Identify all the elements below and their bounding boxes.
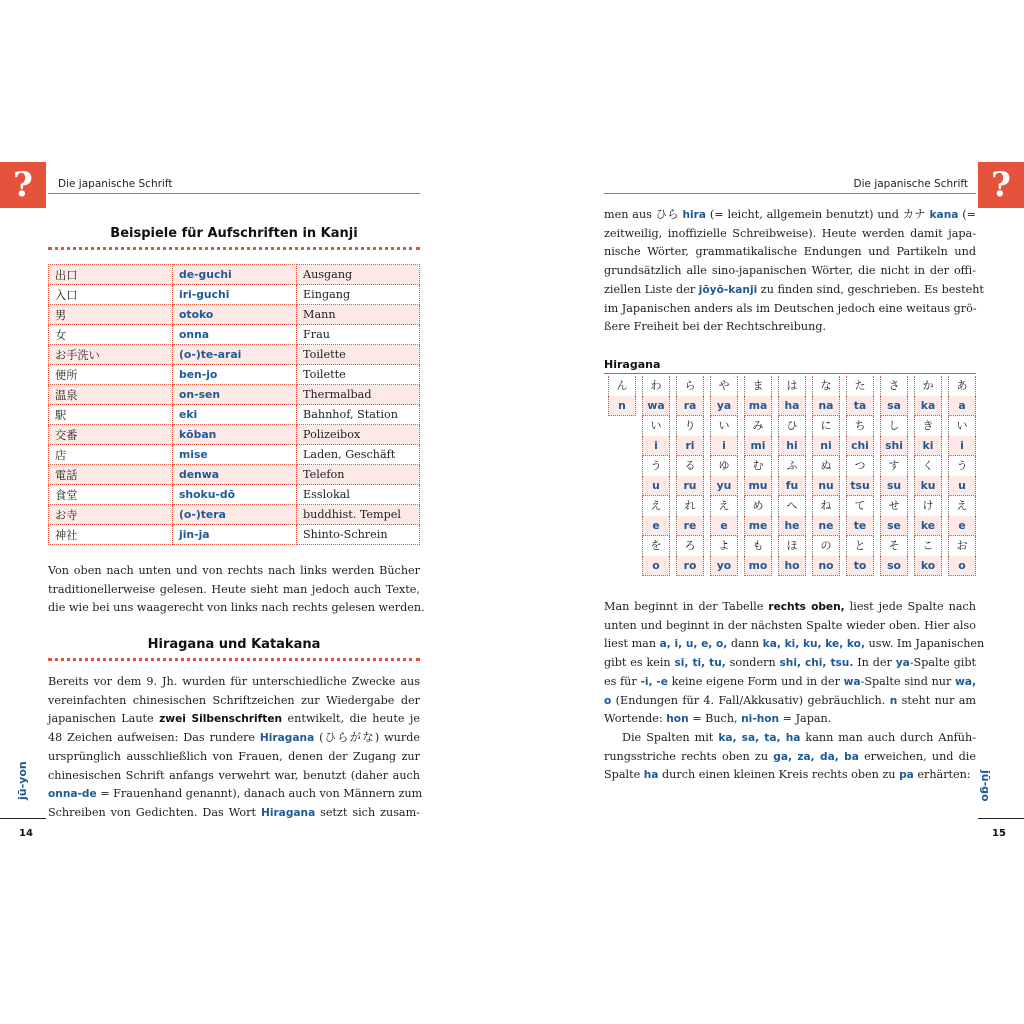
text-line: unten und beginnt in der nächsten Spalte wieder oben. Hier also [604, 618, 976, 632]
kanji-cell: 男 [49, 305, 173, 325]
meaning-cell: Eingang [297, 285, 420, 305]
text: gibt es kein [604, 656, 675, 670]
text: In der [853, 656, 896, 670]
kana-cell: ぬ [812, 456, 840, 476]
romaji-cell: wa [642, 396, 670, 416]
page-number-rule [0, 818, 46, 819]
text: zu finden sind, geschrieben. Es besteht [757, 282, 984, 296]
romaji-cell: me [744, 516, 772, 536]
text-line [604, 598, 976, 617]
kana-cell: ふ [778, 456, 806, 476]
text: (Endungen für 4. Fall/Akkusativ) gebräuchlich. [611, 693, 890, 707]
kana-cell: け [914, 496, 942, 516]
term-joyo-kanji: jōyō-kanji [698, 283, 758, 296]
text: ziellen Liste der [604, 282, 699, 296]
romaji-cell: kōban [173, 425, 297, 445]
table-row [49, 265, 420, 285]
kanji-cell: 電話 [49, 465, 173, 485]
kanji-cell: お手洗い [49, 345, 173, 365]
text: erhärten: [913, 768, 971, 782]
romaji-cell: eki [173, 405, 297, 425]
kana-cell: わ [642, 376, 670, 396]
kana-cell: か [914, 376, 942, 396]
heading-hiragana-katakana: Hiragana und Katakana [147, 637, 321, 652]
table-row [49, 305, 420, 325]
kana-cell: ち [846, 416, 874, 436]
meaning-cell: Laden, Geschäft [297, 445, 420, 465]
question-mark-icon: ? [978, 162, 1024, 208]
meaning-cell: Toilette [297, 345, 420, 365]
term-hiragana: Hiragana [259, 732, 315, 745]
romaji-cell: nu [812, 476, 840, 496]
romaji-cell: ki [914, 436, 942, 456]
kanji-cell: 店 [49, 445, 173, 465]
table-row [49, 505, 420, 525]
table-row [49, 465, 420, 485]
text-line [48, 785, 423, 804]
paragraph-reading-direction [48, 562, 425, 618]
text: liest man [604, 637, 660, 651]
romaji-cell: chi [846, 436, 874, 456]
romaji-cell: i [948, 436, 976, 456]
kana-cell: と [846, 536, 874, 556]
kanji-cell: 女 [49, 325, 173, 345]
side-label-jyu-yon: jū-yon [16, 761, 29, 800]
romaji-cell: ni [812, 436, 840, 456]
text-line [48, 804, 420, 823]
text: kann man auch durch Anfüh- [800, 731, 976, 744]
meaning-cell: Polizeibox [297, 425, 420, 445]
kana-cell: あ [948, 376, 976, 396]
page-number-rule [978, 818, 1024, 819]
dotted-divider [48, 658, 420, 661]
left-header-text: Die japanische Schrift [58, 178, 173, 190]
text: japanischen Laute [48, 712, 160, 726]
text: durch einen kleinen Kreis rechts oben zu [658, 768, 900, 782]
text-line [48, 710, 420, 729]
romaji-cell: mu [744, 476, 772, 496]
term: wa, [955, 675, 976, 688]
paragraph-syllabaries [48, 673, 423, 823]
text-line [604, 710, 976, 729]
romaji-cell: hi [778, 436, 806, 456]
term: ka, sa, ta, ha [718, 732, 801, 744]
text: entwikelt, die heute je [282, 712, 421, 726]
kana-cell: せ [880, 496, 908, 516]
side-label-jyu-go: jū-go [979, 770, 992, 802]
term: ha [643, 769, 659, 782]
meaning-cell: Shinto-Schrein [297, 525, 420, 545]
kana-cell: を [642, 536, 670, 556]
kana-cell: し [880, 416, 908, 436]
romaji-cell: ko [914, 556, 942, 576]
kana-cell: そ [880, 536, 908, 556]
page-number-left: 14 [19, 828, 33, 839]
table-row [49, 385, 420, 405]
kana-cell: ん [608, 376, 636, 396]
text: keine eigene Form und in der [667, 674, 844, 688]
text: rungsstriche rechts oben zu [604, 749, 774, 763]
text-line: zeitweilig, inoffizielle Schreibweise). Heute werden damit japa- [604, 226, 976, 240]
romaji-cell: e [642, 516, 670, 536]
term: pa [899, 769, 914, 782]
romaji-cell: o [642, 556, 670, 576]
text-line [604, 654, 976, 673]
romaji-cell: (o-)te-arai [173, 345, 297, 365]
text: = Japan. [779, 712, 832, 726]
kana-cell: ま [744, 376, 772, 396]
romaji-cell: he [778, 516, 806, 536]
kana-cell: ね [812, 496, 840, 516]
hiragana-table-title: Hiragana [604, 358, 661, 371]
romaji-cell: fu [778, 476, 806, 496]
kana-cell: い [948, 416, 976, 436]
kana-cell: さ [880, 376, 908, 396]
romaji-cell: te [846, 516, 874, 536]
meaning-cell: buddhist. Tempel [297, 505, 420, 525]
text: 48 Zeichen aufweisen: Das rundere [48, 731, 260, 745]
romaji-cell: ben-jo [173, 365, 297, 385]
kana-cell: す [880, 456, 908, 476]
text: = Buch, [688, 712, 742, 726]
term-kana: kana [929, 209, 959, 221]
left-running-header [48, 172, 420, 194]
romaji-cell: ke [914, 516, 942, 536]
meaning-cell: Esslokal [297, 485, 420, 505]
hiragana-title-rule [604, 373, 976, 374]
table-row [49, 285, 420, 305]
kana-cell: ひ [778, 416, 806, 436]
kanji-cell: お寺 [49, 505, 173, 525]
heading-kanji-examples: Beispiele für Aufschriften in Kanji [110, 226, 358, 241]
term-hira: hira [682, 209, 707, 221]
table-row [49, 525, 420, 545]
text: -Spalte gibt [909, 656, 976, 670]
romaji-cell: mi [744, 436, 772, 456]
meaning-cell: Mann [297, 305, 420, 325]
text-line: nische Wörter, grammatikalische Endungen und Partikeln und [604, 245, 976, 259]
kana-cell: む [744, 456, 772, 476]
romaji-cell: su [880, 476, 908, 496]
romaji-cell: ru [676, 476, 704, 496]
table-row [49, 345, 420, 365]
table-row [49, 445, 420, 465]
meaning-cell: Ausgang [297, 265, 420, 285]
romaji-cell: mise [173, 445, 297, 465]
romaji-cell: ha [778, 396, 806, 416]
romaji-cell: ro [676, 556, 704, 576]
kana-cell: え [948, 496, 976, 516]
romaji-cell: sa [880, 396, 908, 416]
kana-cell: き [914, 416, 942, 436]
text-line [604, 635, 985, 654]
text: (= leicht, allgemein benutzt) und カナ [706, 208, 930, 221]
kana-cell: え [642, 496, 670, 516]
kana-cell: う [642, 456, 670, 476]
term: a, i, u, e, o, [659, 638, 728, 651]
romaji-cell: shoku-dō [173, 485, 297, 505]
romaji-cell: (o-)tera [173, 505, 297, 525]
kanji-cell: 食堂 [49, 485, 173, 505]
paragraph-hira-kana [604, 206, 984, 337]
romaji-cell: shi [880, 436, 908, 456]
text: usw. Im Japanischen [864, 637, 985, 651]
romaji-cell: i [642, 436, 670, 456]
term: ga, za, da, ba [773, 750, 859, 763]
text-line [604, 206, 976, 225]
kana-cell: る [676, 456, 704, 476]
term: ni-hon [741, 713, 780, 726]
text: men aus ひら [604, 208, 683, 221]
text: Spalte [604, 768, 644, 782]
meaning-cell: Toilette [297, 365, 420, 385]
romaji-cell: re [676, 516, 704, 536]
text: Schreiben von Gedichten. Das Wort [48, 805, 261, 819]
dotted-divider [48, 247, 420, 250]
kanji-cell: 便所 [49, 365, 173, 385]
table-row [49, 425, 420, 445]
term: o [604, 694, 612, 707]
paragraph-reading-order [604, 598, 985, 729]
kana-cell: ろ [676, 536, 704, 556]
text-line: ßere Freiheit bei der Rechtschreibung. [604, 320, 827, 334]
text-line: traditionellerweise gelesen. Heute sieht man jedoch auch Texte, [48, 582, 420, 596]
romaji-cell: i [710, 436, 738, 456]
right-running-header [604, 172, 976, 194]
kana-cell: ゆ [710, 456, 738, 476]
kana-cell: い [710, 416, 738, 436]
text-line: ursprünglich ausschließlich von Frauen, denen der Zugang zur [48, 749, 420, 763]
romaji-cell: ta [846, 396, 874, 416]
romaji-cell: tsu [846, 476, 874, 496]
kana-cell: て [846, 496, 874, 516]
term: si, ti, tu, [674, 657, 726, 670]
bold-term: zwei Silbenschriften [159, 713, 283, 726]
right-header-text: Die japanische Schrift [853, 178, 968, 190]
page-number-right: 15 [992, 828, 1006, 839]
romaji-cell: ya [710, 396, 738, 416]
text-line [604, 281, 984, 300]
term: shi, chi, tsu. [779, 657, 854, 670]
term: n [889, 694, 898, 707]
text-line: im Japanischen anders als im Deutschen jedoch eine weitaus grö- [604, 301, 977, 315]
text-line [604, 748, 976, 767]
text: setzt sich zusam- [315, 805, 420, 819]
romaji-cell: ku [914, 476, 942, 496]
romaji-cell: e [710, 516, 738, 536]
kanji-cell: 交番 [49, 425, 173, 445]
kana-cell: り [676, 416, 704, 436]
kana-cell: も [744, 536, 772, 556]
romaji-cell: denwa [173, 465, 297, 485]
meaning-cell: Thermalbad [297, 385, 420, 405]
kanji-cell: 温泉 [49, 385, 173, 405]
romaji-cell: to [846, 556, 874, 576]
kanji-cell: 出口 [49, 265, 173, 285]
romaji-cell: jin-ja [173, 525, 297, 545]
text-line: vereinfachten chinesischen Schriftzeichen zur Wiedergabe der [48, 693, 420, 707]
kanji-cell: 入口 [49, 285, 173, 305]
meaning-cell: Bahnhof, Station [297, 405, 420, 425]
table-row [49, 325, 420, 345]
romaji-cell: u [642, 476, 670, 496]
romaji-cell: se [880, 516, 908, 536]
table-row [49, 405, 420, 425]
kana-cell: ほ [778, 536, 806, 556]
text-line [604, 692, 976, 711]
romaji-cell: mo [744, 556, 772, 576]
text-line: Von oben nach unten und von rechts nach links werden Bücher [48, 564, 420, 577]
kana-cell: な [812, 376, 840, 396]
kana-cell: や [710, 376, 738, 396]
kana-cell: の [812, 536, 840, 556]
romaji-cell: ho [778, 556, 806, 576]
kana-cell: え [710, 496, 738, 516]
term-hiragana: Hiragana [260, 806, 316, 819]
text: liest jede Spalte nach [844, 600, 976, 613]
text-line [604, 673, 976, 692]
romaji-cell: yu [710, 476, 738, 496]
text: Die Spalten mit [622, 731, 719, 744]
kana-cell: こ [914, 536, 942, 556]
kanji-cell: 駅 [49, 405, 173, 425]
kana-cell: く [914, 456, 942, 476]
bold-term: rechts oben, [768, 601, 845, 613]
kanji-cell: 神社 [49, 525, 173, 545]
kana-cell: は [778, 376, 806, 396]
romaji-cell: ne [812, 516, 840, 536]
romaji-cell: otoko [173, 305, 297, 325]
romaji-cell: n [608, 396, 636, 416]
text: sondern [725, 656, 780, 670]
romaji-cell: de-guchi [173, 265, 297, 285]
text-line [604, 729, 976, 748]
kana-cell: へ [778, 496, 806, 516]
paragraph-voicing [604, 729, 976, 785]
term-onna-de: onna-de [48, 788, 97, 801]
romaji-cell: ra [676, 396, 704, 416]
kana-cell: お [948, 536, 976, 556]
hiragana-table [604, 376, 976, 576]
kana-cell: に [812, 416, 840, 436]
meaning-cell: Telefon [297, 465, 420, 485]
romaji-cell: ma [744, 396, 772, 416]
text: = Frauenhand genannt), danach auch von Männern zum [96, 787, 423, 801]
text-line: Bereits vor dem 9. Jh. wurden für unterschiedliche Zwecke aus [48, 675, 420, 688]
kana-cell: み [744, 416, 772, 436]
kana-cell: い [642, 416, 670, 436]
text: Wortende: [604, 712, 667, 726]
text-line: die wie bei uns waagerecht von links nach rechts gelesen werden. [48, 601, 425, 615]
table-row [49, 365, 420, 385]
meaning-cell: Frau [297, 325, 420, 345]
romaji-cell: no [812, 556, 840, 576]
romaji-cell: o [948, 556, 976, 576]
romaji-cell: a [948, 396, 976, 416]
romaji-cell: ka [914, 396, 942, 416]
table-row [49, 485, 420, 505]
kana-cell: つ [846, 456, 874, 476]
text: steht nur am [897, 693, 977, 707]
romaji-cell: u [948, 476, 976, 496]
kanji-examples-table [48, 264, 420, 545]
text-line: chinesischen Schrift anfangs verwehrt war, benutzt (daher auch [48, 768, 420, 782]
romaji-cell: iri-guchi [173, 285, 297, 305]
text: es für [604, 674, 641, 688]
kana-cell: よ [710, 536, 738, 556]
romaji-cell: onna [173, 325, 297, 345]
term: hon [666, 713, 689, 726]
romaji-cell: on-sen [173, 385, 297, 405]
text: dann [727, 637, 763, 651]
romaji-cell: so [880, 556, 908, 576]
romaji-cell: na [812, 396, 840, 416]
text: erweichen, und die [858, 749, 977, 763]
text-line [48, 729, 420, 748]
text-line [604, 766, 976, 785]
text: (= [958, 208, 976, 221]
term: ka, ki, ku, ke, ko, [762, 638, 865, 651]
text: Man beginnt in der Tabelle [604, 600, 769, 613]
text: (ひらがな) wurde [314, 731, 420, 745]
question-mark-icon: ? [0, 162, 46, 208]
kana-cell: れ [676, 496, 704, 516]
text: -Spalte sind nur [860, 674, 956, 688]
romaji-cell: yo [710, 556, 738, 576]
term: ya [895, 657, 910, 670]
kana-cell: ら [676, 376, 704, 396]
kana-cell: た [846, 376, 874, 396]
kana-cell: め [744, 496, 772, 516]
kana-cell: う [948, 456, 976, 476]
romaji-cell: e [948, 516, 976, 536]
text-line: grundsätzlich alle sino-japanischen Wörter, die nicht in der offi- [604, 264, 976, 278]
term: -i, -e [640, 675, 668, 688]
romaji-cell: ri [676, 436, 704, 456]
term: wa [843, 675, 861, 688]
